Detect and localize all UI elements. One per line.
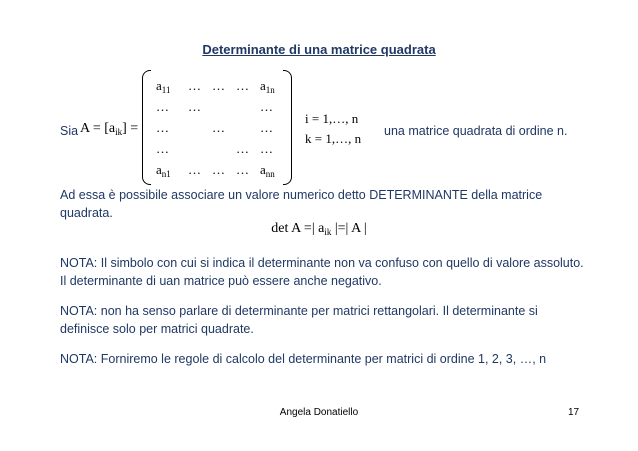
matrix-cell: $a_{1n}$ [260,78,275,95]
aik-subscript: ik [115,127,123,137]
matrix-row [142,162,292,182]
matrix-cell: … [188,78,201,93]
matrix-cell: $a_{nn}$ [260,162,275,179]
footer-author: Angela Donatiello [279,407,359,418]
matrix-cell: … [236,162,249,177]
matrix-cell: … [188,162,201,177]
aik-open: [a [104,121,116,136]
matrix-cell: … [260,120,273,135]
matrix [142,70,292,185]
determinant-intro-paragraph: Ad essa è possibile associare un valore numerico detto DETERMINANTE della matrice quadrata. [60,188,543,220]
matrix-cell: … [212,120,225,135]
matrix-row [142,120,292,140]
k-range: k = 1,…, n [305,131,362,146]
formula-left: det A =| a [271,221,325,236]
matrix-cell: … [260,141,273,156]
matrix-cell: … [212,78,225,93]
matrix-cell: $a_{11}$ [156,78,171,95]
matrix-cell: … [212,162,225,177]
note-calculation-rules: NOTA: Forniremo le regole di calcolo del determinante per matrici di ordine 1, 2, 3, …, n [60,352,547,366]
page-title: Determinante di una matrice quadrata [202,42,436,57]
matrix-cell-subscript: 1n [265,85,275,95]
note-absolute-value: NOTA: Il simbolo con cui si indica il determinante non va confuso con quello di valore assoluto. Il determinante di uan matrice può essere anche negativo. [60,256,584,288]
a-equals: A = [80,121,105,136]
aik-close: ] = [122,121,139,136]
determinant-formula [0,221,638,237]
matrix-definition-lhs [80,121,138,137]
matrix-cell: … [156,120,169,135]
matrix-row [142,78,292,98]
matrix-cell: … [236,78,249,93]
matrix-row [142,141,292,161]
matrix-cell: … [260,99,273,114]
matrix-cell-subscript: n1 [161,169,171,179]
matrix-description: una matrice quadrata di ordine n. [384,124,568,138]
sia-label: Sia [60,124,79,138]
matrix-cell: … [236,141,249,156]
page-number: 17 [568,407,580,418]
note-rectangular-matrices: NOTA: non ha senso parlare di determinante per matrici rettangolari. Il determinante si definisce solo per matrici quadrate. [60,304,538,336]
matrix-cell: $a_{n1}$ [156,162,171,179]
matrix-cell: … [188,99,201,114]
matrix-row [142,99,292,119]
formula-subscript: ik [324,227,332,237]
matrix-cell: … [156,141,169,156]
formula-right: |=| A | [331,221,367,236]
matrix-cell-subscript: nn [265,169,275,179]
i-range: i = 1,…, n [305,111,359,126]
matrix-cell: … [156,99,169,114]
matrix-cell-subscript: 11 [161,85,171,95]
